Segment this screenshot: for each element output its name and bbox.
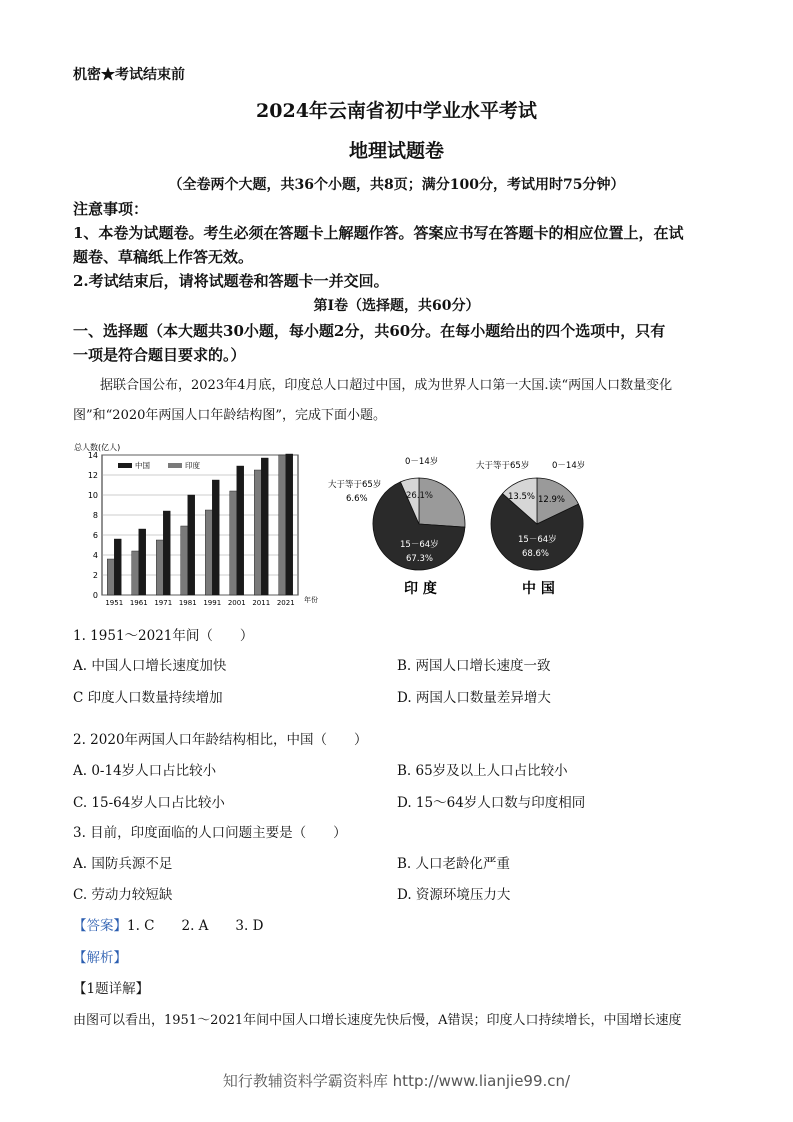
india-pie-title: 印 度 [404, 581, 437, 597]
question-3-option-a: A. 国防兵源不足 [73, 856, 173, 872]
india-age-pie-chart [322, 452, 482, 602]
bar-india-2021 [279, 455, 286, 595]
notice-heading: 注意事项： [73, 200, 149, 218]
china-pct-65: 13.5% [508, 492, 536, 502]
section-line-1: 一、选择题（本大题共30小题，每小题2分，共60分。在每小题给出的四个选项中，只有 [73, 322, 666, 340]
bar-india-1951 [107, 559, 114, 595]
analysis-text: 由图可以看出，1951～2021年间中国人口增长速度先快后慢，A错误；印度人口持续增长，中国增长速度 [73, 1013, 682, 1028]
bar-china-1951 [114, 539, 121, 595]
question-1-option-b: B. 两国人口增长速度一致 [397, 658, 551, 674]
bar-india-1971 [156, 540, 163, 595]
india-label-65: 大于等于65岁 [328, 480, 382, 490]
question-1-option-c: C 印度人口数量持续增加 [73, 690, 223, 706]
notice-item-2: 2.考试结束后，请将试题卷和答题卡一并交回。 [73, 272, 389, 290]
bar-chart-ytick: 12 [87, 471, 98, 480]
bar-india-1981 [181, 526, 188, 595]
bar-india-1961 [132, 551, 139, 595]
answer-content: 1. C 2. A 3. D [127, 918, 264, 934]
intro-line-2: 图”和“2020年两国人口年龄结构图”，完成下面小题。 [73, 408, 387, 423]
bar-chart-ytick: 14 [87, 451, 98, 460]
china-label-15-64: 15－64岁 [518, 535, 557, 545]
bar-chart-xtick: 2021 [276, 599, 295, 607]
bar-chart-ylabel: 总人数(亿人) [74, 443, 121, 452]
question-3-option-b: B. 人口老龄化严重 [397, 856, 511, 872]
legend-swatch-0 [118, 463, 132, 468]
india-pct-15-64: 67.3% [406, 554, 434, 564]
bar-chart-xtick: 2011 [252, 599, 271, 607]
bar-india-2001 [230, 491, 237, 595]
confidential-label: 机密★考试结束前 [73, 67, 185, 83]
bar-chart-xtick: 1991 [203, 599, 222, 607]
exam-title: 2024年云南省初中学业水平考试 [256, 100, 537, 122]
question-1-option-a: A. 中国人口增长速度加快 [73, 658, 227, 674]
bar-china-1961 [139, 529, 146, 595]
bar-chart-frame [102, 455, 298, 595]
india-pct-0-14: 26.1% [406, 491, 434, 501]
answer-tag: 【答案】 [73, 918, 127, 934]
bar-chart-xtick: 1951 [105, 599, 124, 607]
bar-chart-ytick: 0 [92, 591, 98, 600]
bar-chart-xtick: 1981 [178, 599, 197, 607]
bar-china-1971 [163, 511, 170, 595]
question-2-stem: 2. 2020年两国人口年龄结构相比，中国（ ） [73, 732, 368, 748]
bar-chart-xtick: 2001 [227, 599, 246, 607]
china-pct-0-14: 12.9% [538, 495, 566, 505]
footer-watermark: 知行教辅资料学霸资料库 http://www.lianjie99.cn/ [222, 1072, 571, 1090]
answer-line [73, 914, 263, 934]
analysis-detail-tag: 【1题详解】 [73, 981, 150, 997]
question-2-option-b: B. 65岁及以上人口占比较小 [397, 763, 568, 779]
bar-chart-ytick: 10 [87, 491, 98, 500]
bar-china-1981 [188, 495, 195, 595]
notice-item-1-line-1: 1、本卷为试题卷。考生必须在答题卡上解题作答。答案应书写在答题卡的相应位置上，在试 [73, 224, 684, 242]
india-label-0-14: 0－14岁 [405, 457, 439, 467]
bar-china-2011 [261, 458, 268, 595]
china-label-65: 大于等于65岁 [476, 461, 530, 471]
bar-chart-ytick: 8 [92, 511, 98, 520]
population-bar-chart [60, 440, 330, 610]
india-label-15-64: 15－64岁 [400, 540, 439, 550]
bar-chart-xtick: 1971 [154, 599, 173, 607]
question-3-option-d: D. 资源环境压力大 [397, 887, 511, 903]
question-3-option-c: C. 劳动力较短缺 [73, 887, 173, 903]
china-label-0-14: 0－14岁 [552, 461, 586, 471]
question-1-stem: 1. 1951～2021年间（ ） [73, 628, 254, 644]
question-2-option-a: A. 0-14岁人口占比较小 [73, 763, 217, 779]
legend-label-0: 中国 [135, 461, 150, 470]
bar-china-2021 [286, 454, 293, 595]
bar-chart-ytick: 4 [92, 551, 98, 560]
notice-item-1-line-2: 题卷、草稿纸上作答无效。 [73, 248, 254, 266]
question-2-option-c: C. 15-64岁人口占比较小 [73, 795, 225, 811]
bar-chart-ytick: 6 [92, 531, 98, 540]
bar-china-1991 [212, 480, 219, 595]
question-3-stem: 3. 目前，印度面临的人口问题主要是（ ） [73, 825, 347, 841]
section-line-2: 一项是符合题目要求的。） [73, 346, 246, 364]
volume-heading: 第Ⅰ卷（选择题，共60分） [313, 298, 480, 314]
exam-subtitle: 地理试题卷 [348, 140, 444, 162]
question-1-option-d: D. 两国人口数量差异增大 [397, 690, 551, 706]
china-pct-15-64: 68.6% [522, 549, 550, 559]
india-pct-65: 6.6% [346, 494, 368, 504]
exam-info: （全卷两个大题，共36个小题，共8页；满分100分，考试用时75分钟） [168, 177, 625, 193]
bar-chart-xtick: 1961 [129, 599, 148, 607]
bar-chart-xlabel: 年份 [304, 596, 318, 604]
india-pie-slice-0 [419, 478, 465, 527]
bar-india-1991 [205, 510, 212, 595]
legend-swatch-1 [168, 463, 182, 468]
bar-chart-ytick: 2 [92, 571, 98, 580]
legend-label-1: 印度 [185, 461, 200, 470]
china-age-pie-chart [470, 452, 610, 602]
china-pie-title: 中 国 [522, 581, 555, 597]
bar-india-2011 [254, 470, 261, 595]
intro-line-1: 据联合国公布，2023年4月底，印度总人口超过中国，成为世界人口第一大国.读“两国人口数量变化 [100, 378, 673, 393]
bar-china-2001 [237, 466, 244, 595]
analysis-tag: 【解析】 [73, 950, 127, 966]
question-2-option-d: D. 15～64岁人口数与印度相同 [397, 795, 586, 811]
